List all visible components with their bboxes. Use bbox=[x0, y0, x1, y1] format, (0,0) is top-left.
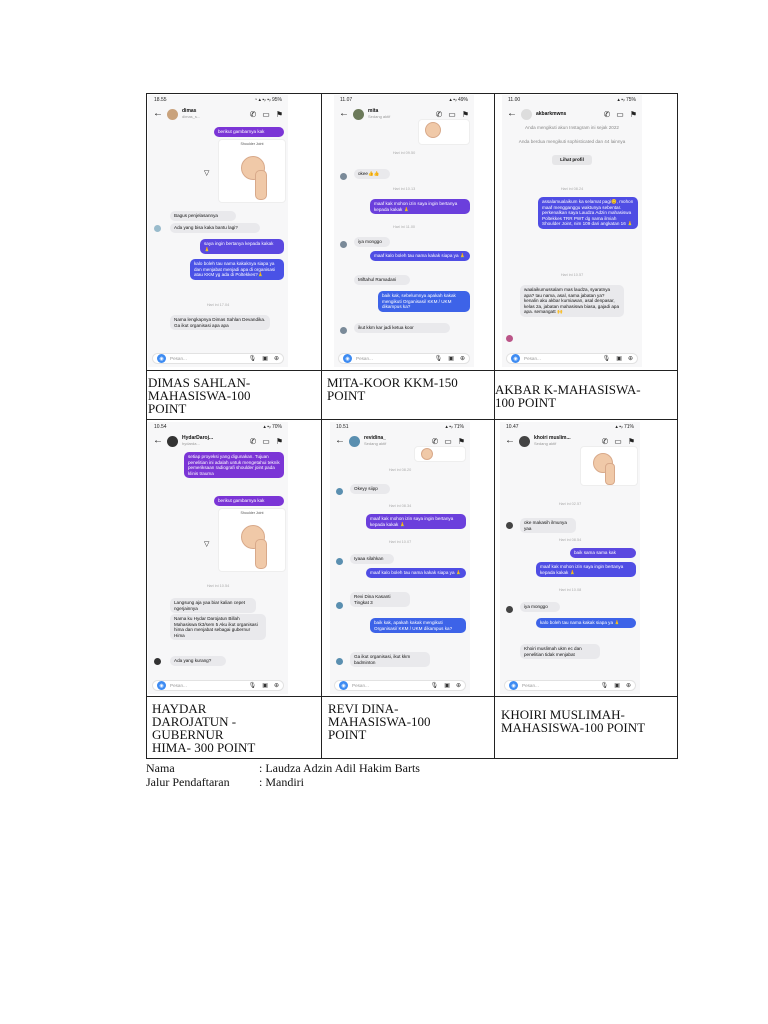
phone-icon[interactable]: ✆ bbox=[603, 109, 611, 119]
row-divider bbox=[147, 419, 677, 420]
received-message: Ada yang bisa kaka bantu lagi? bbox=[170, 223, 260, 233]
status-bar bbox=[500, 422, 640, 432]
status-bar bbox=[148, 422, 288, 432]
clock: 11.07 bbox=[340, 97, 353, 103]
chat-header bbox=[148, 432, 288, 450]
received-message: Ga ikut organisasi, ikut kkm badminton bbox=[350, 652, 430, 667]
clock: 11.00 bbox=[508, 97, 521, 103]
plus-icon[interactable]: ⊕ bbox=[459, 356, 465, 362]
status-icons: ▴ ▪ᵢₗ 71% bbox=[615, 424, 634, 430]
video-icon[interactable]: ▭ bbox=[614, 436, 622, 446]
chat-body bbox=[502, 125, 642, 351]
name-value: : Laudza Adzin Adil Hakim Barts bbox=[259, 761, 420, 775]
status-icons: ◔ ▴ ▪ᵢₗ ▪ᵢₗ 95% bbox=[254, 97, 282, 103]
message-composer[interactable] bbox=[152, 680, 284, 691]
shoulder-bone-shape bbox=[421, 448, 433, 460]
sent-message: kalo boleh tau nama kakak siapa ya 🙏 bbox=[536, 618, 636, 628]
camera-icon[interactable]: ◉ bbox=[157, 354, 166, 363]
mic-icon[interactable]: 🎙 bbox=[248, 683, 257, 689]
chat-body bbox=[148, 125, 288, 351]
contact-name-text: khoiri muslim... bbox=[534, 435, 571, 441]
avatar bbox=[340, 241, 347, 248]
status-bar bbox=[334, 95, 474, 105]
chat-body bbox=[148, 452, 288, 678]
mic-icon[interactable]: 🎙 bbox=[434, 356, 443, 362]
timestamp: Hari ini 08.34 bbox=[388, 504, 412, 508]
received-message: Okeyy siipp bbox=[350, 484, 390, 494]
gallery-icon[interactable]: ▣ bbox=[262, 683, 268, 689]
contact-name[interactable] bbox=[536, 111, 600, 117]
sent-message: kalo boleh tau nama kakaknya siapa ya dan menjabat menjadi apa di organisasi atau KKM yg ada di Poltekkes?🙏 bbox=[190, 259, 284, 280]
back-arrow-icon[interactable]: ← bbox=[507, 108, 517, 119]
avatar bbox=[154, 225, 161, 232]
received-message: oke makasih ilmunya yaa bbox=[520, 518, 576, 533]
chat-header bbox=[148, 105, 288, 123]
status-bar bbox=[148, 95, 288, 105]
contact-name-text: HydarDaroj... bbox=[182, 435, 214, 441]
view-profile-button[interactable]: Lihat profil bbox=[552, 155, 592, 165]
timestamp: Hari ini 09.50 bbox=[392, 151, 416, 155]
flag-icon[interactable]: ⚑ bbox=[629, 109, 637, 119]
caption-revi: REVI DINA- MAHASISWA-100 POINT bbox=[328, 701, 431, 742]
shoulder-image[interactable] bbox=[414, 446, 466, 462]
camera-icon[interactable]: ◉ bbox=[157, 681, 166, 690]
received-message: Bagus penjelasannya bbox=[170, 211, 236, 221]
avatar bbox=[340, 173, 347, 180]
plus-icon[interactable]: ⊕ bbox=[627, 356, 633, 362]
row-divider bbox=[147, 696, 677, 697]
contact-name[interactable] bbox=[182, 435, 246, 447]
sent-message: baik sama sama kak bbox=[570, 548, 636, 558]
received-message: okee👍👍 bbox=[354, 169, 390, 179]
shoulder-bone-shape bbox=[425, 122, 441, 138]
avatar[interactable] bbox=[167, 109, 178, 120]
image-caption: Shoulder Joint bbox=[240, 142, 264, 146]
back-arrow-icon[interactable]: ← bbox=[339, 108, 349, 119]
chat-screenshot-haydar bbox=[148, 422, 288, 694]
humerus-shape bbox=[605, 463, 615, 485]
shoulder-image[interactable] bbox=[218, 139, 286, 203]
avatar bbox=[336, 658, 343, 665]
sent-message: berikut gambarnya kak bbox=[214, 127, 284, 137]
shoulder-image[interactable] bbox=[580, 446, 638, 486]
chat-screenshot-revi bbox=[330, 422, 470, 694]
status-icons: ▴ ▪ᵢₗ 70% bbox=[263, 424, 282, 430]
message-composer[interactable] bbox=[152, 353, 284, 364]
phone-icon[interactable]: ✆ bbox=[431, 436, 439, 446]
contact-subtitle: dimas_s... bbox=[182, 114, 201, 119]
timestamp: Hari ini 10.57 bbox=[560, 273, 584, 277]
contact-name-text: mita bbox=[368, 108, 379, 114]
avatar bbox=[506, 335, 513, 342]
received-message: Nama lengkapnya Dimas Sahlan Devandika. Ga ikut organisasi apa apa bbox=[170, 315, 270, 330]
registration-path-row bbox=[146, 776, 304, 789]
back-arrow-icon[interactable]: ← bbox=[505, 435, 515, 446]
gallery-icon[interactable]: ▣ bbox=[444, 683, 450, 689]
contact-subtitle: Sedang aktif bbox=[534, 441, 557, 446]
sent-message: setiap proyeksi yang digunakan. Tujuan penelitian ini adalah untuk mengetahui teknik pemeriksaan radiografi shoulder joint pada klinis trauma bbox=[184, 452, 284, 478]
received-message: Nama ku Hydar Darojatun Billah Mahasiswa tk3/sem 5 Aku ikut organisasi hima dan menjabat sebagai gubernur Hima bbox=[170, 614, 266, 640]
message-composer[interactable] bbox=[504, 680, 636, 691]
flag-icon[interactable]: ⚑ bbox=[461, 109, 469, 119]
phone-icon[interactable]: ✆ bbox=[435, 109, 443, 119]
chat-body bbox=[330, 452, 470, 678]
status-icons: ▴ ▪ᵢₗ 49% bbox=[449, 97, 468, 103]
received-message: Miftahul Ramadani bbox=[354, 275, 410, 285]
timestamp: Hari ini 10.07 bbox=[388, 540, 412, 544]
registration-path-value: : Mandiri bbox=[259, 775, 304, 789]
chat-header bbox=[502, 105, 642, 123]
flag-icon[interactable]: ⚑ bbox=[627, 436, 635, 446]
received-message: Revi Dina Kasanti Tingkat 3 bbox=[350, 592, 410, 607]
message-composer[interactable] bbox=[506, 353, 638, 364]
share-icon[interactable]: ▽ bbox=[204, 541, 210, 548]
status-icons: ▴ ▪ᵢₗ 75% bbox=[617, 97, 636, 103]
registration-path-label: Jalur Pendaftaran bbox=[146, 775, 230, 789]
column-divider bbox=[321, 94, 322, 758]
chat-body bbox=[500, 452, 640, 678]
mic-icon[interactable]: 🎙 bbox=[430, 683, 439, 689]
received-message: ikut kkm kar jadi ketua koor bbox=[354, 323, 450, 333]
timestamp: Hari ini 11.00 bbox=[392, 225, 416, 229]
message-input[interactable]: Pesan... bbox=[522, 683, 539, 688]
avatar bbox=[340, 327, 347, 334]
plus-icon[interactable]: ⊕ bbox=[273, 683, 279, 689]
clock: 10.51 bbox=[336, 424, 349, 430]
avatar bbox=[336, 602, 343, 609]
video-icon[interactable]: ▭ bbox=[448, 109, 456, 119]
contact-name-text: dimas bbox=[182, 108, 197, 114]
shoulder-image[interactable] bbox=[418, 119, 470, 145]
caption-akbar: AKBAR K-MAHASISWA- 100 POINT bbox=[495, 382, 641, 410]
avatar bbox=[336, 488, 343, 495]
avatar[interactable] bbox=[167, 436, 178, 447]
camera-icon[interactable]: ◉ bbox=[339, 681, 348, 690]
status-bar bbox=[502, 95, 642, 105]
gallery-icon[interactable]: ▣ bbox=[614, 683, 620, 689]
name-row bbox=[146, 762, 420, 775]
contact-name[interactable] bbox=[182, 108, 246, 120]
sent-message: baik kak, apakah kakak mengikuti Organisasi/ KKM / UKM dikampus ka? bbox=[370, 618, 466, 633]
avatar bbox=[506, 606, 513, 613]
video-icon[interactable]: ▭ bbox=[262, 436, 270, 446]
received-message: Khoiri muslimah ukm ec dan penelitian tidak menjabat bbox=[520, 644, 600, 659]
timestamp: Hari ini 10.13 bbox=[392, 187, 416, 191]
avatar bbox=[154, 658, 161, 665]
timestamp: Hari ini 08.20 bbox=[388, 468, 412, 472]
name-label: Nama bbox=[146, 761, 175, 775]
mic-icon[interactable]: 🎙 bbox=[248, 356, 257, 362]
sent-message: maaf kak mohon izin saya ingin bertanya kepada kakak 🙏 bbox=[536, 562, 636, 577]
sent-message: maaf kalo boleh tau nama kakak siapa ya 🙏 bbox=[366, 568, 466, 578]
chat-screenshot-dimas bbox=[148, 95, 288, 367]
column-divider bbox=[494, 94, 495, 758]
image-caption: Shoulder Joint bbox=[240, 511, 264, 515]
status-icons: ▴ ▪ᵢₗ 71% bbox=[445, 424, 464, 430]
plus-icon[interactable]: ⊕ bbox=[455, 683, 461, 689]
plus-icon[interactable]: ⊕ bbox=[625, 683, 631, 689]
received-message: iya monggo bbox=[354, 237, 390, 247]
chat-body bbox=[334, 125, 474, 351]
chat-screenshot-mita bbox=[334, 95, 474, 367]
caption-khoiri: KHOIRI MUSLIMAH- MAHASISWA-100 POINT bbox=[501, 707, 646, 735]
caption-mita: MITA-KOOR KKM-150 POINT bbox=[327, 375, 458, 403]
back-arrow-icon[interactable]: ← bbox=[153, 435, 163, 446]
timestamp: Hari ini 10.54 bbox=[206, 584, 230, 588]
video-icon[interactable]: ▭ bbox=[262, 109, 270, 119]
received-message: Ada yang kurang? bbox=[170, 656, 226, 666]
message-composer[interactable] bbox=[338, 353, 470, 364]
contact-subtitle: hydarda... bbox=[182, 441, 200, 446]
message-input[interactable]: Pesan... bbox=[170, 683, 187, 688]
plus-icon[interactable]: ⊕ bbox=[273, 356, 279, 362]
gallery-icon[interactable]: ▣ bbox=[616, 356, 622, 362]
timestamp: Hari ini 10.08 bbox=[558, 588, 582, 592]
sent-message: maaf kalo boleh tau nama kakak siapa ya 🙏 bbox=[370, 251, 470, 261]
sent-message: maaf kak mohon izin saya ingin bertanya kepada kakak 🙏 bbox=[366, 514, 466, 529]
sent-message: berikut gambarnya kak bbox=[214, 496, 284, 506]
phone-icon[interactable]: ✆ bbox=[601, 436, 609, 446]
flag-icon[interactable]: ⚑ bbox=[275, 109, 283, 119]
avatar bbox=[336, 558, 343, 565]
phone-icon[interactable]: ✆ bbox=[249, 109, 257, 119]
mic-icon[interactable]: 🎙 bbox=[602, 356, 611, 362]
avatar[interactable] bbox=[521, 109, 532, 120]
timestamp: Hari ini 08.54 bbox=[558, 538, 582, 542]
flag-icon[interactable]: ⚑ bbox=[275, 436, 283, 446]
clock: 10.54 bbox=[154, 424, 167, 430]
message-composer[interactable] bbox=[334, 680, 466, 691]
back-arrow-icon[interactable]: ← bbox=[335, 435, 345, 446]
sent-message: maaf kak mohon izin saya ingin bertanya kepada kakak 🙏 bbox=[370, 199, 470, 214]
flag-icon[interactable]: ⚑ bbox=[457, 436, 465, 446]
contact-name-text: revidina_ bbox=[364, 435, 386, 441]
caption-dimas: DIMAS SAHLAN- MAHASISWA-100 POINT bbox=[148, 375, 251, 416]
caption-haydar: HAYDAR DAROJATUN - GUBERNUR HIMA- 300 POINT bbox=[152, 701, 256, 755]
chat-screenshot-akbar bbox=[502, 95, 642, 367]
video-icon[interactable]: ▭ bbox=[444, 436, 452, 446]
camera-icon[interactable]: ◉ bbox=[343, 354, 352, 363]
timestamp: Hari ini 02.57 bbox=[558, 502, 582, 506]
avatar[interactable] bbox=[353, 109, 364, 120]
profile-intro: Anda berdua mengikuti sophisticated dan 44 lainnya bbox=[518, 139, 626, 144]
gallery-icon[interactable]: ▣ bbox=[262, 356, 268, 362]
clock: 10.47 bbox=[506, 424, 519, 430]
message-input[interactable]: Pesan... bbox=[356, 356, 373, 361]
shoulder-image[interactable] bbox=[218, 508, 286, 572]
received-message: iya monggo bbox=[520, 602, 560, 612]
row-divider bbox=[147, 370, 677, 371]
back-arrow-icon[interactable]: ← bbox=[153, 108, 163, 119]
profile-intro: Anda mengikuti akun Instagram ini sejak 2022 bbox=[525, 125, 619, 130]
contact-subtitle: Sedang aktif bbox=[368, 114, 391, 119]
camera-icon[interactable]: ◉ bbox=[509, 681, 518, 690]
share-icon[interactable]: ▽ bbox=[204, 170, 210, 177]
status-bar bbox=[330, 422, 470, 432]
humerus-shape bbox=[255, 170, 267, 200]
avatar bbox=[506, 522, 513, 529]
message-input[interactable]: Pesan... bbox=[352, 683, 369, 688]
contact-subtitle: Sedang aktif bbox=[364, 441, 387, 446]
received-message: Langsung aja yaa biar kalian cepet ngerjainnya bbox=[170, 598, 256, 613]
sent-message: baik kak, sebelumnya apakah kakak mengikuti Organisasi/ KKM / UKM dikampus ka? bbox=[378, 291, 470, 312]
sent-message: assalamualaikum ka selamat pagi😊, mohon maaf mengganggu waktunya sebentar. perkenalkan saya Laudza Adzin mahasiswa Poltekkes TRR PWT dg nama ilmiah Shoulder Joint, nim 109 dari angkatan 16 🙏 bbox=[538, 197, 638, 229]
humerus-shape bbox=[255, 539, 267, 569]
timestamp: Hari ini 17.04 bbox=[206, 303, 230, 307]
received-message: waalaikumussalam mas laudza, syaratnya apa? tau nama, asal, sama jabatan ya? kenalin aku akbar kurniawan, asal denpasar, kelas 2a, jabatan mahasiswa biasa, gajadi apa apa. semangatt 🙌 bbox=[520, 285, 624, 317]
camera-icon[interactable]: ◉ bbox=[511, 354, 520, 363]
clock: 18.55 bbox=[154, 97, 167, 103]
received-message: Iyaaa silahkan bbox=[350, 554, 394, 564]
avatar[interactable] bbox=[349, 436, 360, 447]
chat-screenshot-khoiri bbox=[500, 422, 640, 694]
timestamp: Hari ini 08.24 bbox=[560, 187, 584, 191]
avatar[interactable] bbox=[519, 436, 530, 447]
gallery-icon[interactable]: ▣ bbox=[448, 356, 454, 362]
message-input[interactable]: Pesan... bbox=[170, 356, 187, 361]
mic-icon[interactable]: 🎙 bbox=[600, 683, 609, 689]
sent-message: saya ingin bertanya kepada kakak 🙏 bbox=[200, 239, 284, 254]
contact-name-text: akbarkmwns bbox=[536, 111, 567, 117]
message-input[interactable]: Pesan... bbox=[524, 356, 541, 361]
video-icon[interactable]: ▭ bbox=[616, 109, 624, 119]
phone-icon[interactable]: ✆ bbox=[249, 436, 257, 446]
